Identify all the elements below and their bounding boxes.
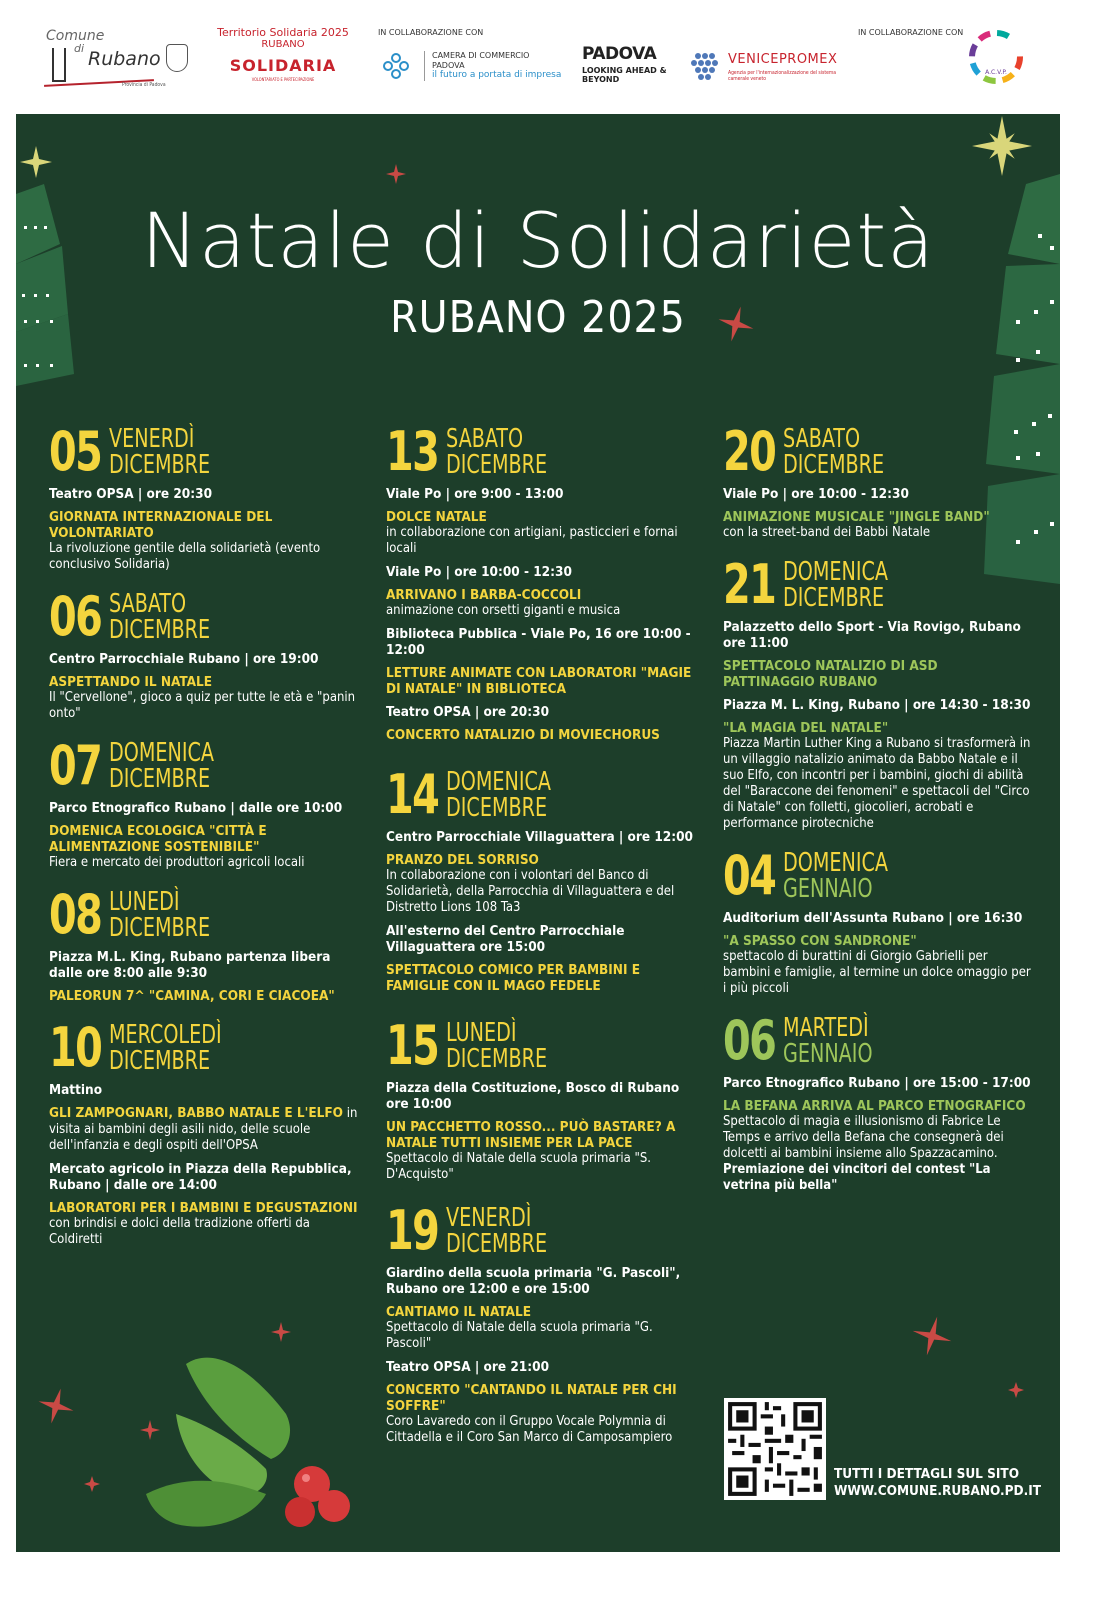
acvp-logo — [965, 26, 1027, 88]
day-number: 07 — [49, 734, 102, 797]
event-description: Piazza Martin Luther King a Rubano si trasformerà in un villaggio natalizio animato da Babbo Natale e il suo Elfo, con incontri per i bambini, giochi di abilità del "Baraccone dei fenomeni" e spettacoli del "Circo di Natale" con folletti, giocolieri, acrobati e performance pirotecniche — [723, 736, 1031, 831]
camera-commercio-icon — [380, 50, 412, 82]
poster — [16, 114, 1060, 1552]
day-number: 06 — [49, 585, 102, 648]
day-heading — [49, 734, 359, 797]
day-number: 21 — [723, 553, 776, 616]
event — [723, 486, 1033, 541]
logo-text: Agenzia per l'internazionalizzazione del sistema camerale veneto — [728, 70, 837, 82]
logo-text: LOOKING AHEAD & BEYOND — [582, 66, 667, 84]
event — [49, 949, 359, 1004]
day-heading — [723, 553, 1033, 616]
day-heading — [723, 1009, 1033, 1072]
day-heading — [49, 883, 359, 946]
event — [723, 910, 1033, 997]
logo-text: RUBANO — [261, 39, 305, 50]
event-location: Centro Parrocchiale Rubano | ore 19:00 — [49, 651, 319, 667]
month: DICEMBRE — [783, 583, 885, 613]
weekday: SABATO — [446, 424, 524, 454]
weekday: DOMENICA — [109, 738, 215, 768]
page-subtitle: RUBANO 2025 — [390, 292, 686, 343]
event — [49, 1161, 359, 1248]
logo-text: SOLIDARIA — [229, 56, 337, 75]
day-block — [386, 420, 696, 743]
event-location: Viale Po | ore 10:00 - 12:30 — [386, 564, 572, 580]
logo-text: Provincia di Padova — [122, 82, 166, 88]
day-block — [49, 585, 359, 722]
logo-text: PADOVA — [582, 44, 657, 64]
event-description-text: Spettacolo di magia e illusionismo di Fabrice Le Temps e arrivo della Befana che consegnerà dei dolcetti ai bambini insieme allo Spazzacamino. — [723, 1114, 1004, 1161]
day-heading — [386, 420, 696, 483]
weekday: LUNEDÌ — [446, 1018, 517, 1048]
weekday: DOMENICA — [446, 767, 552, 797]
solidaria-logo — [208, 26, 358, 82]
day-block — [386, 763, 696, 994]
event-title: "A SPASSO CON SANDRONE" — [723, 933, 917, 949]
day-block — [723, 553, 1033, 832]
events-column-1 — [49, 420, 359, 1266]
month: DICEMBRE — [446, 450, 548, 480]
tower-icon — [52, 48, 66, 82]
day-heading — [723, 844, 1033, 907]
event-title: LA BEFANA ARRIVA AL PARCO ETNOGRAFICO — [723, 1098, 1026, 1114]
event — [723, 619, 1033, 690]
event — [723, 697, 1033, 832]
weekday: MARTEDÌ — [783, 1013, 869, 1043]
day-heading — [49, 1016, 359, 1079]
event-location: Auditorium dell'Assunta Rubano | ore 16:30 — [723, 910, 1023, 926]
month: GENNAIO — [783, 1039, 873, 1069]
event-location: Viale Po | ore 10:00 - 12:30 — [723, 486, 909, 502]
venice-dots-icon — [688, 48, 722, 82]
event — [49, 1082, 359, 1154]
event-title: GLI ZAMPOGNARI, BABBO NATALE E L'ELFO — [49, 1105, 343, 1121]
star-icon — [20, 146, 52, 178]
event-description: In collaborazione con i volontari del Banco di Solidarietà, della Parrocchia di Villaguattera e del Distretto Lions 108 Ta3 — [386, 868, 675, 915]
weekday: VENERDÌ — [109, 424, 195, 454]
day-number: 05 — [49, 420, 102, 483]
event — [49, 800, 359, 871]
logo-text: il futuro a portata di impresa — [432, 70, 562, 80]
crest-icon — [166, 44, 188, 72]
day-block — [49, 1016, 359, 1248]
event — [49, 651, 359, 722]
event — [386, 564, 696, 619]
event-title: UN PACCHETTO ROSSO... PUÒ BASTARE? A NATALE TUTTI INSIEME PER LA PACE — [386, 1119, 676, 1151]
holly-icon — [146, 1358, 350, 1527]
month: DICEMBRE — [109, 450, 211, 480]
event-location: Giardino della scuola primaria "G. Pascoli", Rubano ore 12:00 e ore 15:00 — [386, 1265, 681, 1297]
event-location: Teatro OPSA | ore 21:00 — [386, 1359, 550, 1375]
event-title: LETTURE ANIMATE CON LABORATORI "MAGIE DI NATALE" IN BIBLIOTECA — [386, 665, 692, 697]
event-location: Teatro OPSA | ore 20:30 — [49, 486, 213, 502]
event-location: Parco Etnografico Rubano | ore 15:00 - 17:00 — [723, 1075, 1031, 1091]
page-title: Natale di Solidarietà — [141, 196, 935, 285]
event-location: Biblioteca Pubblica - Viale Po, 16 ore 10:00 - 12:00 — [386, 626, 691, 658]
month: DICEMBRE — [109, 1046, 211, 1076]
event — [386, 829, 696, 916]
day-number: 08 — [49, 883, 102, 946]
event-description: con brindisi e dolci della tradizione offerti da Coldiretti — [49, 1216, 310, 1247]
comune-rubano-logo — [44, 28, 194, 98]
weekday: MERCOLEDÌ — [109, 1020, 222, 1050]
day-number: 14 — [386, 763, 439, 826]
event-title: DOLCE NATALE — [386, 509, 487, 525]
event-title: PRANZO DEL SORRISO — [386, 852, 539, 868]
day-heading — [386, 1014, 696, 1077]
day-number: 19 — [386, 1199, 439, 1262]
day-block — [386, 1014, 696, 1183]
event-title: CONCERTO NATALIZIO DI MOVIECHORUS — [386, 727, 660, 743]
event-description: Spettacolo di Natale della scuola primaria "S. D'Acquisto" — [386, 1151, 652, 1182]
header — [0, 0, 1099, 112]
camera-commercio-logo — [378, 48, 578, 88]
day-block — [49, 883, 359, 1004]
event-title: ASPETTANDO IL NATALE — [49, 674, 213, 690]
weekday: DOMENICA — [783, 848, 889, 878]
event-title: ANIMAZIONE MUSICALE "JINGLE BAND" — [723, 509, 990, 525]
event-title: CONCERTO "CANTANDO IL NATALE PER CHI SOFFRE" — [386, 1382, 677, 1414]
day-heading — [386, 1199, 696, 1262]
event-description — [723, 1114, 1033, 1194]
event-description-text: in visita ai bambini degli asili nido, delle scuole dell'infanzia e degli ospiti dell'OPSA — [49, 1106, 358, 1153]
event-title: CANTIAMO IL NATALE — [386, 1304, 531, 1320]
day-block — [386, 1199, 696, 1446]
day-block — [723, 844, 1033, 997]
day-heading — [386, 763, 696, 826]
event-title: ARRIVANO I BARBA-COCCOLI — [386, 587, 582, 603]
logo-text: Territorio Solidaria 2025 — [217, 26, 349, 39]
event-description — [49, 1105, 359, 1154]
month: DICEMBRE — [109, 764, 211, 794]
day-heading — [723, 420, 1033, 483]
event-title: "LA MAGIA DEL NATALE" — [723, 720, 889, 736]
event-location: Piazza M. L. King, Rubano | ore 14:30 - 18:30 — [723, 697, 1031, 713]
event-description: Coro Lavaredo con il Gruppo Vocale Polymnia di Cittadella e il Coro San Marco di Camposampiero — [386, 1414, 673, 1445]
day-block — [49, 420, 359, 573]
star-icon — [972, 116, 1032, 176]
qr-code-icon[interactable] — [724, 1398, 826, 1500]
weekday: SABATO — [783, 424, 861, 454]
event-location: Palazzetto dello Sport - Via Rovigo, Rubano ore 11:00 — [723, 619, 1021, 651]
logo-text: Rubano — [88, 48, 161, 70]
event — [386, 486, 696, 557]
event-location: Viale Po | ore 9:00 - 13:00 — [386, 486, 564, 502]
event-location: Piazza della Costituzione, Bosco di Rubano ore 10:00 — [386, 1080, 680, 1112]
event-location: Piazza M.L. King, Rubano partenza libera dalle ore 8:00 alle 9:30 — [49, 949, 331, 981]
events-column-3 — [723, 420, 1033, 1212]
event-description-bold: Premiazione dei vincitori del contest "La vetrina più bella" — [723, 1162, 991, 1193]
logo-text: CAMERA DI COMMERCIO — [432, 51, 530, 60]
event-description: Spettacolo di Natale della scuola primaria "G. Pascoli" — [386, 1320, 653, 1351]
logo-text: VOLONTARIATO E PARTECIPAZIONE — [251, 77, 315, 82]
logo-text: A.C.V.P. — [985, 69, 1007, 76]
day-block — [723, 1009, 1033, 1194]
logo-text — [432, 51, 529, 71]
event-title: SPETTACOLO NATALIZIO DI ASD PATTINAGGIO RUBANO — [723, 658, 938, 690]
logo-text: PADOVA — [432, 61, 465, 70]
weekday: SABATO — [109, 589, 187, 619]
venice-promex-logo — [688, 48, 848, 88]
day-number: 04 — [723, 844, 776, 907]
day-heading — [49, 585, 359, 648]
month: DICEMBRE — [446, 793, 548, 823]
event — [386, 1080, 696, 1183]
weekday: LUNEDÌ — [109, 887, 180, 917]
event — [723, 1075, 1033, 1194]
month: DICEMBRE — [446, 1229, 548, 1259]
day-number: 20 — [723, 420, 776, 483]
day-heading — [49, 420, 359, 483]
day-number: 10 — [49, 1016, 102, 1079]
event-description: Fiera e mercato dei produttori agricoli locali — [49, 855, 305, 870]
website-link[interactable]: WWW.COMUNE.RUBANO.PD.IT — [834, 1483, 1042, 1499]
logo-text: Comune — [46, 28, 105, 44]
day-block — [723, 420, 1033, 541]
event-description: con la street-band dei Babbi Natale — [723, 525, 931, 540]
day-number: 13 — [386, 420, 439, 483]
event-description: La rivoluzione gentile della solidarietà (evento conclusivo Solidaria) — [49, 541, 321, 572]
event-location: Centro Parrocchiale Villaguattera | ore 12:00 — [386, 829, 694, 845]
month: DICEMBRE — [109, 913, 211, 943]
event — [386, 626, 696, 697]
month: DICEMBRE — [783, 450, 885, 480]
event — [386, 923, 696, 994]
month: DICEMBRE — [109, 615, 211, 645]
event — [386, 704, 696, 743]
event-location: Teatro OPSA | ore 20:30 — [386, 704, 550, 720]
month: DICEMBRE — [446, 1044, 548, 1074]
event-description: in collaborazione con artigiani, pasticcieri e fornai locali — [386, 525, 678, 556]
event — [386, 1359, 696, 1446]
event-location: Parco Etnografico Rubano | dalle ore 10:00 — [49, 800, 343, 816]
footer-text — [834, 1466, 1041, 1500]
event-description: Il "Cervellone", gioco a quiz per tutte le età e "panin onto" — [49, 690, 356, 721]
weekday: DOMENICA — [783, 557, 889, 587]
event — [386, 1265, 696, 1352]
event-title: LABORATORI PER I BAMBINI E DEGUSTAZIONI — [49, 1200, 358, 1216]
logo-text: di — [74, 42, 85, 55]
divider — [424, 51, 425, 81]
day-number: 06 — [723, 1009, 776, 1072]
event — [49, 486, 359, 573]
event-title: SPETTACOLO COMICO PER BAMBINI E FAMIGLIE CON IL MAGO FEDELE — [386, 962, 641, 994]
month: GENNAIO — [783, 874, 873, 904]
weekday: VENERDÌ — [446, 1203, 532, 1233]
event-title: PALEORUN 7^ "CAMINA, CORI E CIACOEA" — [49, 988, 335, 1004]
event-description: spettacolo di burattini di Giorgio Gabrielli per bambini e famiglie, al termine un dolce omaggio per i più piccoli — [723, 949, 1031, 996]
logo-text: VENICEPROMEX — [728, 52, 838, 67]
day-number: 15 — [386, 1014, 439, 1077]
event-title: DOMENICA ECOLOGICA "CITTÀ E ALIMENTAZIONE SOSTENIBILE" — [49, 823, 267, 855]
collab-label: IN COLLABORAZIONE CON — [378, 28, 484, 37]
collab-label: IN COLLABORAZIONE CON — [858, 28, 964, 37]
event-location: All'esterno del Centro Parrocchiale Villaguattera ore 15:00 — [386, 923, 625, 955]
event-location: Mattino — [49, 1082, 103, 1098]
event-location: Mercato agricolo in Piazza della Repubblica, Rubano | dalle ore 14:00 — [49, 1161, 352, 1193]
day-block — [49, 734, 359, 871]
event-title: GIORNATA INTERNAZIONALE DEL VOLONTARIATO — [49, 509, 273, 541]
event-description: animazione con orsetti giganti e musica — [386, 603, 621, 618]
events-column-2 — [386, 420, 696, 1464]
footer-line: TUTTI I DETTAGLI SUL SITO — [834, 1466, 1020, 1482]
padova-logo — [582, 44, 682, 84]
